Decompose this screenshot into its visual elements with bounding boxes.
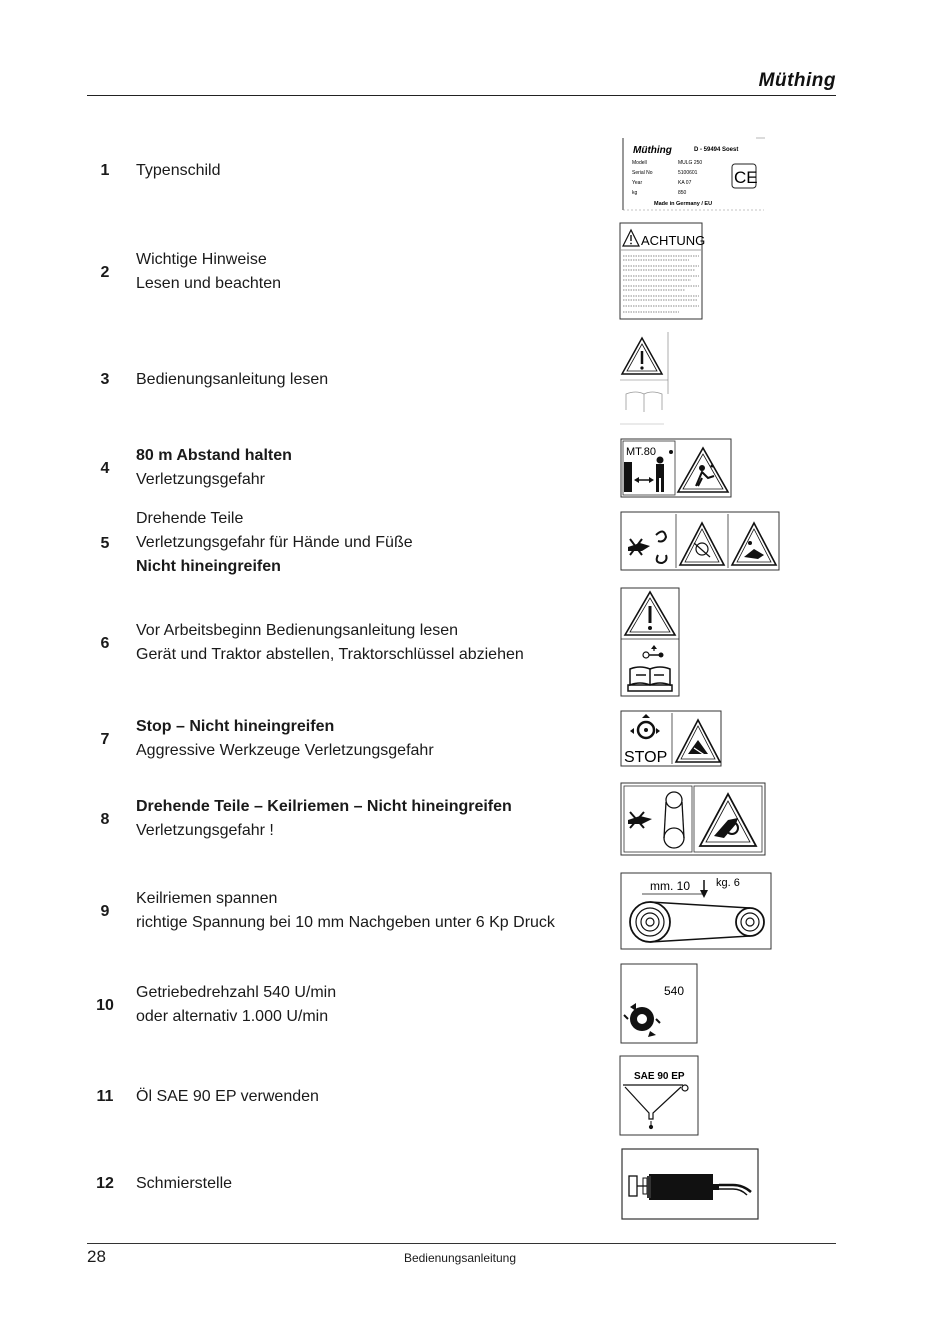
item-line: Bedienungsanleitung lesen [136, 371, 329, 388]
warning-triangle-icon [732, 523, 776, 565]
item-line: Gerät und Traktor abstellen, Traktorschlüssel abziehen [136, 646, 524, 663]
item-line: Verletzungsgefahr für Hände und Füße [136, 534, 413, 551]
item-line: Vor Arbeitsbeginn Bedienungsanleitung lesen [136, 622, 459, 639]
item-line: Nicht hineingreifen [136, 558, 281, 575]
item-number: 1 [100, 162, 110, 179]
type-plate-address: D - 59494 Soest [694, 147, 739, 153]
type-plate-value: 850 [678, 190, 687, 196]
item-line: Aggressive Werkzeuge Verletzungsgefahr [136, 742, 434, 759]
item-line: Verletzungsgefahr [136, 471, 265, 488]
oil-label [619, 1055, 701, 1137]
pto-shaft-icon [624, 1003, 660, 1037]
item-text [136, 444, 606, 492]
stop-text: STOP [624, 749, 668, 766]
brand-name: Müthing [758, 70, 836, 91]
item-number: 6 [100, 635, 110, 652]
grease-gun-icon [629, 1174, 751, 1200]
item-text [136, 715, 606, 763]
item-number: 3 [100, 371, 110, 388]
item-text [136, 887, 606, 935]
item-number: 5 [100, 535, 110, 552]
item-text [136, 981, 606, 1029]
achtung-title: ACHTUNG [641, 233, 705, 248]
item-text [136, 795, 606, 843]
warning-triangle-icon [680, 523, 724, 565]
stop-label [620, 710, 724, 768]
item-line: Schmierstelle [136, 1175, 233, 1192]
grease-label [621, 1148, 761, 1222]
item-line: richtige Spannung bei 10 mm Nachgeben unter 6 Kp Druck [136, 914, 555, 931]
belt-warning-label [620, 782, 768, 858]
hand-icon [628, 812, 652, 828]
type-plate-key: kg [632, 190, 638, 196]
warning-triangle-icon [625, 592, 675, 635]
book-icon [628, 667, 672, 691]
distance-value: MT.80 [626, 446, 656, 458]
type-plate-brand: Müthing [633, 145, 672, 156]
warning-triangle-icon [623, 230, 639, 246]
item-number: 9 [100, 903, 110, 920]
warning-triangle-icon [622, 338, 662, 374]
pulley-icon [630, 902, 764, 942]
type-plate-value: MULG 250 [678, 160, 703, 166]
item-number: 11 [96, 1088, 114, 1105]
footer-title: Bedienungsanleitung [403, 1251, 517, 1265]
item-line: oder alternativ 1.000 U/min [136, 1008, 329, 1025]
hand-icon [628, 539, 650, 555]
item-line: Stop – Nicht hineingreifen [136, 718, 335, 735]
type-plate-key: Modell [632, 160, 647, 166]
warning-triangle-icon [700, 794, 756, 846]
item-text [136, 507, 606, 579]
belt-mm: mm. 10 [650, 879, 691, 893]
item-line: Öl SAE 90 EP verwenden [136, 1088, 319, 1105]
item-number: 12 [96, 1175, 114, 1192]
type-plate-value: KA 07 [678, 180, 692, 186]
type-plate-label [620, 136, 766, 212]
item-number: 10 [96, 997, 114, 1014]
item-line: Getriebedrehzahl 540 U/min [136, 984, 337, 1001]
item-text [136, 368, 606, 392]
belt-kg: kg. 6 [716, 877, 740, 889]
footer-rule [87, 1243, 836, 1244]
read-manual-label [618, 330, 678, 430]
page-number: 28 [87, 1247, 106, 1266]
header-rule [87, 95, 836, 96]
item-line: Keilriemen spannen [136, 890, 278, 907]
type-plate-key: Serial No [632, 170, 653, 176]
item-text [136, 619, 606, 667]
warning-triangle-icon [676, 720, 720, 762]
item-number: 7 [100, 731, 110, 748]
item-text [136, 248, 606, 296]
book-icon [626, 392, 662, 412]
item-line: Drehende Teile [136, 510, 244, 527]
funnel-icon [623, 1085, 688, 1129]
distance-label [620, 438, 734, 500]
item-text [136, 1085, 606, 1109]
ce-mark: CE [734, 168, 758, 187]
type-plate-made-in: Made in Germany / EU [654, 201, 713, 207]
item-number: 4 [100, 460, 110, 477]
item-text [136, 159, 606, 183]
item-line: 80 m Abstand halten [136, 447, 292, 464]
type-plate-value: 5100601 [678, 170, 698, 176]
item-line: Verletzungsgefahr ! [136, 822, 274, 839]
rotation-icon [656, 531, 667, 563]
type-plate-key: Year [632, 180, 643, 186]
person-icon [656, 457, 664, 493]
rotating-parts-label [620, 511, 782, 573]
rpm-value: 540 [664, 984, 685, 998]
item-line: Typenschild [136, 162, 221, 179]
rpm-label [620, 963, 700, 1045]
stop-engine-label [620, 587, 686, 699]
item-line: Wichtige Hinweise [136, 251, 267, 268]
belt-tension-label [620, 872, 774, 952]
item-line: Lesen und beachten [136, 275, 282, 292]
item-text [136, 1172, 606, 1196]
warning-triangle-icon [678, 448, 728, 492]
key-icon [643, 645, 664, 658]
achtung-label [619, 222, 705, 322]
item-number: 8 [100, 811, 110, 828]
item-line: Drehende Teile – Keilriemen – Nicht hineingreifen [136, 798, 512, 815]
rotating-tool-icon [630, 714, 660, 738]
pulley-icon [664, 792, 684, 848]
oil-type: SAE 90 EP [634, 1071, 685, 1082]
double-arrow-icon [634, 477, 654, 483]
item-number: 2 [100, 264, 110, 281]
